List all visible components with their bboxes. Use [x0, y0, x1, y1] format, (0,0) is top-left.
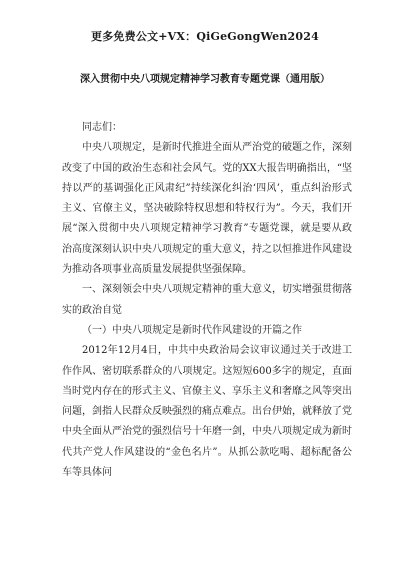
- document-body: [62, 118, 352, 483]
- paragraph-history: 2012年12月4日，中共中央政治局会议审议通过关于改进工作作风、密切联系群众的八项规定。这短短600多字的规定，直面当时党内存在的形式主义、官僚主义、享乐主义和奢靡之风等突出问题，剑指人民群众反映强烈的痛点难点。出台伊始，就释放了党中央全面从严治党的强烈信号十年磨一剑，中央八项规定成为新时代共产党人作风建设的“金色名片”。从抓公款吃喝、超标配备公车等具体问: [62, 345, 352, 479]
- subsection-heading-1: （一）中央八项规定是新时代作风建设的开篇之作: [82, 324, 302, 336]
- paragraph-intro: 中央八项规定，是新时代推进全面从严治党的破题之作，深刻改变了中国的政治生态和社会风气。党的XX大报告明确指出，“坚持以严的基调强化正风肃纪”持续深化纠治‘四风’，重点纠治形式主义、官僚主义，坚决破除特权思想和特权行为”。今天，我们开展“深入贯彻中央八项规定精神学习教育”专题党课，就是要从政治高度深刻认识中央八项规定的重大意义，持之以恒推进作风建设为推动各项事业高质量发展提供坚强保障。: [62, 142, 352, 276]
- promo-header: 更多免费公文+VX：QiGeGongWen2024: [91, 30, 319, 43]
- section-heading-1: 一、深刻领会中央八项规定精神的重大意义，切实增强贯彻落实的政治自觉: [62, 284, 352, 316]
- document-title: 深入贯彻中央八项规定精神学习教育专题党课（通用版）: [80, 74, 330, 85]
- salutation: 同志们：: [82, 122, 122, 133]
